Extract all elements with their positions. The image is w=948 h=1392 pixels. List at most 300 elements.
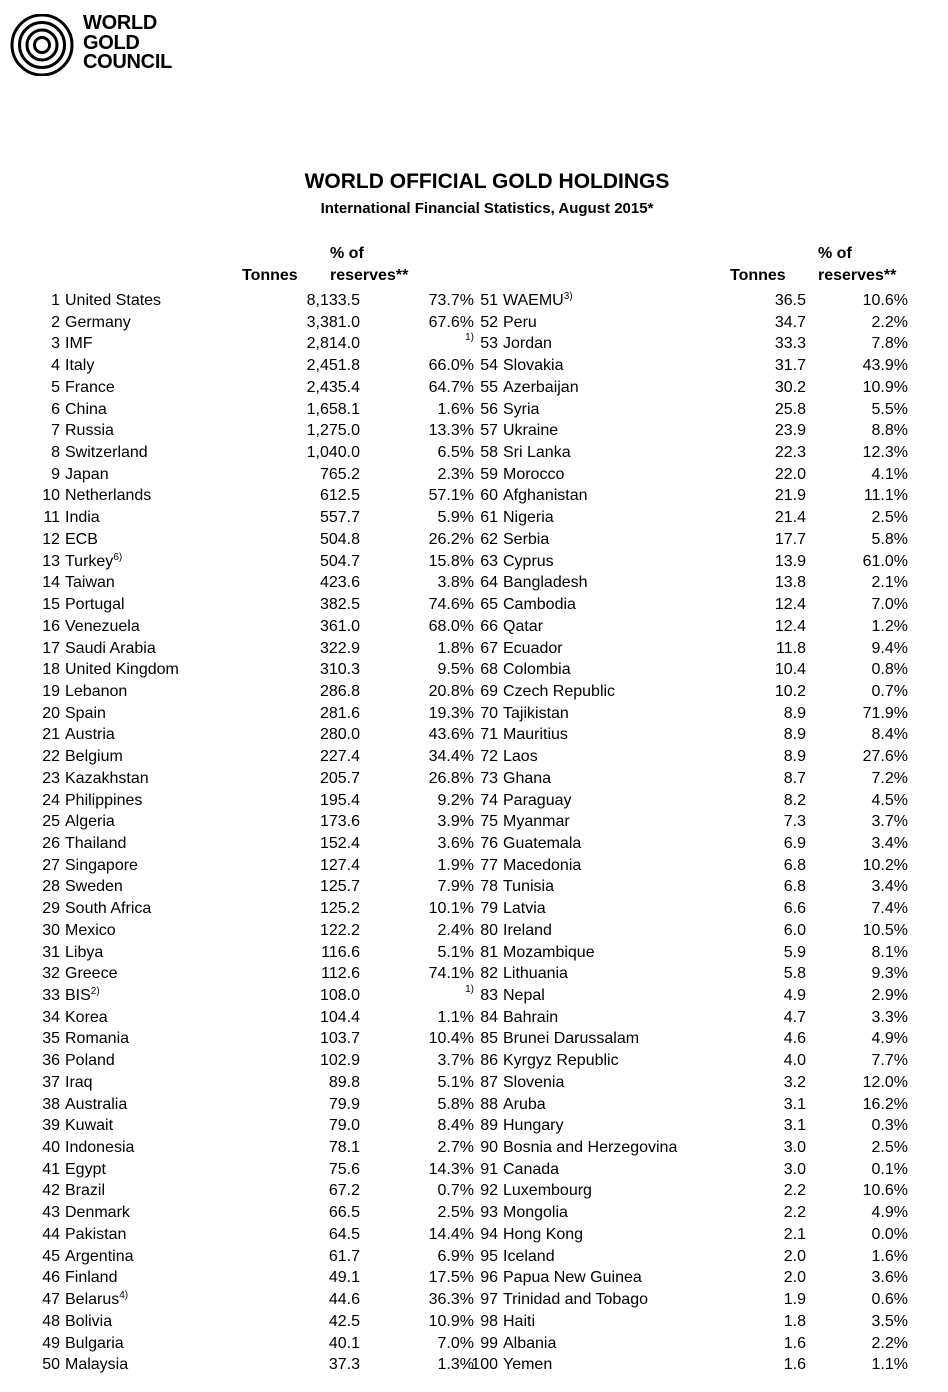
pct-value: 8.1% bbox=[871, 943, 908, 961]
pct-value: 5.8% bbox=[871, 530, 908, 548]
rank-cell: 72 bbox=[480, 748, 498, 766]
country-name: Sri Lanka bbox=[503, 444, 571, 462]
country-name: Afghanistan bbox=[503, 487, 588, 505]
country-cell bbox=[65, 876, 123, 897]
country-cell bbox=[65, 485, 151, 506]
country-cell bbox=[503, 1224, 583, 1245]
pct-value: 12.0% bbox=[862, 1073, 908, 1091]
tonnes-cell: 3.0 bbox=[783, 1139, 806, 1157]
tonnes-cell: 2.2 bbox=[783, 1182, 806, 1200]
pct-reserves-cell bbox=[368, 529, 474, 550]
country-name: Indonesia bbox=[65, 1139, 135, 1157]
country-name: Mexico bbox=[65, 921, 116, 939]
pct-value: 1.1% bbox=[437, 1008, 474, 1026]
rank-cell: 38 bbox=[42, 1095, 60, 1113]
pct-reserves-cell bbox=[368, 942, 474, 963]
country-cell bbox=[65, 1137, 134, 1158]
country-name: Nigeria bbox=[503, 509, 554, 527]
tonnes-cell: 37.3 bbox=[328, 1356, 360, 1374]
pct-reserves-cell bbox=[816, 638, 908, 659]
tonnes-cell: 127.4 bbox=[319, 856, 360, 874]
rank-cell: 75 bbox=[480, 813, 498, 831]
rank-cell: 26 bbox=[42, 834, 60, 852]
country-name: Cambodia bbox=[503, 596, 576, 614]
pct-value: 67.6% bbox=[428, 313, 474, 331]
pct-reserves-cell bbox=[368, 442, 474, 463]
country-cell bbox=[65, 594, 125, 615]
page-subtitle: International Financial Statistics, August 2015* bbox=[320, 200, 654, 217]
pct-value: 2.7% bbox=[437, 1139, 474, 1157]
pct-reserves-cell bbox=[816, 898, 908, 919]
tonnes-cell: 8.9 bbox=[783, 748, 806, 766]
pct-value: 5.8% bbox=[437, 1095, 474, 1113]
pct-reserves-cell bbox=[816, 399, 908, 420]
pct-reserves-cell bbox=[816, 703, 908, 724]
pct-reserves-cell bbox=[816, 1354, 908, 1375]
tonnes-cell: 1.9 bbox=[783, 1291, 806, 1309]
pct-value: 8.8% bbox=[871, 422, 908, 440]
country-cell bbox=[65, 1333, 124, 1354]
country-name: Papua New Guinea bbox=[503, 1269, 642, 1287]
country-name: Bangladesh bbox=[503, 574, 588, 592]
pct-value: 34.4% bbox=[428, 748, 474, 766]
rank-cell: 94 bbox=[480, 1225, 498, 1243]
country-cell bbox=[503, 507, 554, 528]
pct-value: 5.1% bbox=[437, 1073, 474, 1091]
country-name: Tajikistan bbox=[503, 704, 569, 722]
rank-cell: 98 bbox=[480, 1312, 498, 1330]
country-cell bbox=[65, 442, 148, 463]
country-name: Brazil bbox=[65, 1182, 106, 1200]
pct-value: 9.5% bbox=[437, 661, 474, 679]
pct-value: 26.2% bbox=[428, 530, 474, 548]
tonnes-cell: 557.7 bbox=[319, 509, 360, 527]
country-cell bbox=[503, 768, 551, 789]
rank-cell: 44 bbox=[42, 1225, 60, 1243]
pct-reserves-cell bbox=[816, 1115, 908, 1136]
pct-reserves-cell bbox=[368, 1072, 474, 1093]
pct-reserves-cell bbox=[368, 659, 474, 680]
country-name: Serbia bbox=[503, 530, 550, 548]
tonnes-cell: 152.4 bbox=[319, 834, 360, 852]
rank-cell: 88 bbox=[480, 1095, 498, 1113]
pct-reserves-cell bbox=[816, 876, 908, 897]
tonnes-cell: 22.3 bbox=[774, 444, 806, 462]
page-title: WORLD OFFICIAL GOLD HOLDINGS bbox=[304, 170, 670, 193]
country-cell bbox=[65, 1224, 126, 1245]
pct-reserves-cell bbox=[368, 833, 474, 854]
tonnes-cell: 4.6 bbox=[783, 1030, 806, 1048]
rank-cell: 2 bbox=[51, 313, 60, 331]
tonnes-cell: 17.7 bbox=[774, 530, 806, 548]
country-name: Mozambique bbox=[503, 943, 595, 961]
rank-cell: 64 bbox=[480, 574, 498, 592]
country-cell bbox=[503, 638, 563, 659]
pct-value: 9.4% bbox=[871, 639, 908, 657]
pct-value: 1.6% bbox=[871, 1247, 908, 1265]
pct-reserves-cell bbox=[368, 485, 474, 506]
right-tonnes-header: Tonnes bbox=[730, 267, 786, 284]
country-cell bbox=[503, 529, 549, 550]
country-cell bbox=[65, 1246, 134, 1267]
pct-value: 4.1% bbox=[871, 465, 908, 483]
rank-cell: 80 bbox=[480, 921, 498, 939]
pct-value: 3.7% bbox=[437, 1052, 474, 1070]
tonnes-cell: 40.1 bbox=[328, 1334, 360, 1352]
country-name: South Africa bbox=[65, 900, 152, 918]
pct-reserves-cell bbox=[816, 1267, 908, 1288]
rank-cell: 60 bbox=[480, 487, 498, 505]
country-name: Bosnia and Herzegovina bbox=[503, 1139, 678, 1157]
tonnes-cell: 3,381.0 bbox=[306, 313, 360, 331]
pct-reserves-cell bbox=[368, 1159, 474, 1180]
rank-cell: 57 bbox=[480, 422, 498, 440]
pct-reserves-cell bbox=[816, 942, 908, 963]
country-name: Libya bbox=[65, 943, 104, 961]
pct-reserves-cell bbox=[816, 1224, 908, 1245]
pct-reserves-cell bbox=[816, 855, 908, 876]
pct-reserves-cell bbox=[368, 898, 474, 919]
right-pct-header-line2: reserves** bbox=[818, 267, 897, 284]
pct-value: 0.8% bbox=[871, 661, 908, 679]
pct-reserves-cell bbox=[816, 920, 908, 941]
pct-reserves-cell bbox=[368, 1354, 474, 1375]
country-cell bbox=[503, 1050, 619, 1071]
pct-value: 9.3% bbox=[871, 965, 908, 983]
rank-cell: 97 bbox=[480, 1291, 498, 1309]
country-cell bbox=[503, 1159, 559, 1180]
tonnes-cell: 2,814.0 bbox=[306, 335, 360, 353]
tonnes-cell: 5.8 bbox=[783, 965, 806, 983]
pct-value: 68.0% bbox=[428, 617, 474, 635]
pct-reserves-cell bbox=[816, 333, 908, 354]
pct-value: 36.3% bbox=[428, 1291, 474, 1309]
country-name: WAEMU bbox=[503, 292, 564, 309]
rank-cell: 11 bbox=[43, 509, 60, 527]
tonnes-cell: 67.2 bbox=[328, 1182, 360, 1200]
tonnes-cell: 116.6 bbox=[321, 943, 360, 961]
footnote-marker: 3) bbox=[563, 291, 573, 302]
country-cell bbox=[65, 1050, 115, 1071]
pct-reserves-cell bbox=[368, 638, 474, 659]
country-name: Iraq bbox=[65, 1073, 93, 1091]
country-name: Guatemala bbox=[503, 834, 582, 852]
rank-cell: 56 bbox=[480, 400, 498, 418]
pct-value: 19.3% bbox=[428, 704, 474, 722]
pct-reserves-cell bbox=[368, 876, 474, 897]
rank-cell: 76 bbox=[480, 834, 498, 852]
pct-value: 43.6% bbox=[428, 726, 474, 744]
country-cell bbox=[65, 529, 98, 550]
country-cell bbox=[503, 290, 573, 311]
rank-cell: 93 bbox=[480, 1204, 498, 1222]
country-cell bbox=[503, 377, 579, 398]
tonnes-cell: 765.2 bbox=[319, 465, 360, 483]
pct-value: 2.5% bbox=[437, 1204, 474, 1222]
country-name: Philippines bbox=[65, 791, 143, 809]
country-name: Bolivia bbox=[65, 1312, 113, 1330]
pct-value: 3.6% bbox=[871, 1269, 908, 1287]
tonnes-cell: 10.4 bbox=[774, 661, 806, 679]
country-cell bbox=[65, 1028, 129, 1049]
country-name: Ireland bbox=[503, 921, 552, 939]
tonnes-cell: 79.9 bbox=[328, 1095, 360, 1113]
country-name: Slovenia bbox=[503, 1073, 565, 1091]
tonnes-cell: 13.8 bbox=[774, 574, 806, 592]
pct-value: 1.3% bbox=[437, 1356, 474, 1374]
pct-reserves-cell bbox=[368, 572, 474, 593]
rank-cell: 99 bbox=[480, 1334, 498, 1352]
country-cell bbox=[503, 1072, 564, 1093]
rank-cell: 92 bbox=[480, 1182, 498, 1200]
pct-reserves-cell bbox=[816, 811, 908, 832]
pct-reserves-cell bbox=[368, 290, 474, 311]
pct-value: 12.3% bbox=[862, 444, 908, 462]
rank-cell: 35 bbox=[42, 1030, 60, 1048]
country-name: Nepal bbox=[503, 987, 545, 1004]
country-name: Saudi Arabia bbox=[65, 639, 156, 657]
country-name: Iceland bbox=[503, 1247, 555, 1265]
pct-value: 74.6% bbox=[428, 596, 474, 614]
tonnes-cell: 21.4 bbox=[774, 509, 806, 527]
country-cell bbox=[503, 1267, 642, 1288]
country-name: BIS bbox=[65, 987, 91, 1004]
tonnes-cell: 36.5 bbox=[774, 292, 806, 309]
left-tonnes-header: Tonnes bbox=[242, 267, 298, 284]
rank-cell: 77 bbox=[480, 856, 498, 874]
country-name: Mongolia bbox=[503, 1204, 568, 1222]
pct-reserves-cell bbox=[816, 1072, 908, 1093]
pct-reserves-cell bbox=[368, 724, 474, 745]
pct-value: 7.8% bbox=[871, 335, 908, 353]
pct-value: 1.9% bbox=[437, 856, 474, 874]
tonnes-cell: 2,451.8 bbox=[306, 357, 360, 375]
country-name: Pakistan bbox=[65, 1225, 127, 1243]
world-gold-council-logo bbox=[10, 14, 200, 76]
tonnes-cell: 8.7 bbox=[783, 769, 806, 787]
rank-cell: 42 bbox=[42, 1182, 60, 1200]
rank-cell: 70 bbox=[480, 704, 498, 722]
pct-value: 43.9% bbox=[862, 357, 908, 375]
rank-cell: 83 bbox=[480, 987, 498, 1004]
tonnes-cell: 8.9 bbox=[783, 726, 806, 744]
pct-value: 17.5% bbox=[428, 1269, 474, 1287]
pct-reserves-cell bbox=[816, 1159, 908, 1180]
pct-reserves-cell bbox=[368, 1115, 474, 1136]
country-name: Bahrain bbox=[503, 1008, 559, 1026]
country-cell bbox=[503, 312, 537, 333]
pct-reserves-cell bbox=[368, 768, 474, 789]
tonnes-cell: 108.0 bbox=[319, 987, 360, 1004]
pct-reserves-cell bbox=[368, 464, 474, 485]
rank-cell: 18 bbox=[42, 661, 60, 679]
pct-reserves-cell bbox=[368, 1007, 474, 1028]
logo-line-3: COUNCIL bbox=[83, 51, 173, 73]
country-name: Slovakia bbox=[503, 357, 564, 375]
pct-reserves-cell bbox=[816, 442, 908, 463]
country-cell bbox=[503, 985, 545, 1006]
pct-reserves-cell bbox=[368, 1028, 474, 1049]
rank-cell: 39 bbox=[42, 1117, 60, 1135]
pct-value: 0.7% bbox=[871, 682, 908, 700]
country-name: Kazakhstan bbox=[65, 769, 149, 787]
tonnes-cell: 286.8 bbox=[319, 682, 360, 700]
rank-cell: 81 bbox=[480, 943, 498, 961]
pct-value: 64.7% bbox=[428, 378, 474, 396]
country-cell bbox=[503, 1311, 535, 1332]
country-name: Hong Kong bbox=[503, 1225, 584, 1243]
pct-value: 10.5% bbox=[862, 921, 908, 939]
pct-reserves-cell bbox=[816, 1202, 908, 1223]
country-name: Belgium bbox=[65, 748, 123, 766]
left-pct-header-line1: % of bbox=[330, 245, 364, 262]
rank-cell: 37 bbox=[42, 1073, 60, 1091]
pct-reserves-cell bbox=[816, 464, 908, 485]
country-cell bbox=[65, 898, 151, 919]
rank-cell: 59 bbox=[480, 465, 498, 483]
tonnes-cell: 30.2 bbox=[774, 378, 806, 396]
rank-cell: 30 bbox=[42, 921, 60, 939]
pct-reserves-cell bbox=[368, 1267, 474, 1288]
tonnes-cell: 6.0 bbox=[783, 921, 806, 939]
rank-cell: 40 bbox=[42, 1139, 60, 1157]
tonnes-cell: 23.9 bbox=[774, 422, 806, 440]
rank-cell: 79 bbox=[480, 900, 498, 918]
country-cell bbox=[503, 724, 568, 745]
pct-value: 7.7% bbox=[871, 1052, 908, 1070]
rank-cell: 6 bbox=[51, 400, 60, 418]
country-cell bbox=[503, 1180, 592, 1201]
pct-value: 3.3% bbox=[871, 1008, 908, 1026]
pct-value: 2.5% bbox=[871, 1139, 908, 1157]
rank-cell: 21 bbox=[42, 726, 60, 744]
pct-value: 27.6% bbox=[862, 748, 908, 766]
pct-value: 2.9% bbox=[871, 987, 908, 1004]
country-cell bbox=[65, 399, 107, 420]
pct-value: 5.1% bbox=[437, 943, 474, 961]
country-name: Trinidad and Tobago bbox=[503, 1291, 648, 1309]
tonnes-cell: 8.9 bbox=[783, 704, 806, 722]
pct-reserves-cell bbox=[368, 377, 474, 398]
country-cell bbox=[65, 464, 109, 485]
pct-value: 7.0% bbox=[437, 1334, 474, 1352]
tonnes-cell: 33.3 bbox=[774, 335, 806, 353]
pct-value: 15.8% bbox=[428, 552, 474, 570]
pct-value: 7.9% bbox=[437, 878, 474, 896]
pct-reserves-cell bbox=[368, 681, 474, 702]
concentric-rings-icon bbox=[10, 14, 76, 76]
pct-value: 1.2% bbox=[871, 617, 908, 635]
pct-reserves-cell bbox=[816, 1137, 908, 1158]
country-name: Singapore bbox=[65, 856, 138, 874]
pct-reserves-cell bbox=[816, 746, 908, 767]
tonnes-cell: 280.0 bbox=[319, 726, 360, 744]
country-cell bbox=[503, 355, 563, 376]
tonnes-cell: 11.8 bbox=[776, 639, 806, 657]
pct-reserves-cell bbox=[368, 790, 474, 811]
logo-line-2: GOLD bbox=[83, 31, 140, 54]
pct-reserves-cell bbox=[368, 507, 474, 528]
country-name: Italy bbox=[65, 357, 95, 375]
country-name: Austria bbox=[65, 726, 115, 744]
country-name: Hungary bbox=[503, 1117, 564, 1135]
country-cell bbox=[65, 746, 123, 767]
country-cell bbox=[65, 572, 115, 593]
country-name: Colombia bbox=[503, 661, 571, 679]
pct-reserves-cell bbox=[816, 1246, 908, 1267]
rank-cell: 54 bbox=[480, 357, 498, 375]
country-name: Peru bbox=[503, 313, 537, 331]
tonnes-cell: 6.8 bbox=[783, 878, 806, 896]
rank-cell: 9 bbox=[51, 465, 60, 483]
country-cell bbox=[65, 659, 179, 680]
rank-cell: 14 bbox=[42, 574, 60, 592]
rank-cell: 27 bbox=[42, 856, 60, 874]
country-cell bbox=[65, 312, 131, 333]
rank-cell: 82 bbox=[480, 965, 498, 983]
pct-value: 10.2% bbox=[862, 856, 908, 874]
tonnes-cell: 4.0 bbox=[783, 1052, 806, 1070]
country-name: Bulgaria bbox=[65, 1334, 124, 1352]
pct-reserves-cell bbox=[368, 811, 474, 832]
pct-value: 6.5% bbox=[437, 444, 474, 462]
rank-cell: 5 bbox=[51, 378, 60, 396]
pct-value: 6.9% bbox=[437, 1247, 474, 1265]
rank-cell: 29 bbox=[42, 900, 60, 918]
country-cell bbox=[65, 1180, 105, 1201]
pct-reserves-cell bbox=[368, 1202, 474, 1223]
pct-value: 2.4% bbox=[437, 921, 474, 939]
country-cell bbox=[65, 1267, 117, 1288]
pct-reserves-cell bbox=[368, 1094, 474, 1115]
pct-value: 3.4% bbox=[871, 834, 908, 852]
pct-value: 71.9% bbox=[862, 704, 908, 722]
country-cell bbox=[65, 920, 116, 941]
country-name: Tunisia bbox=[503, 878, 554, 896]
pct-value: 57.1% bbox=[428, 487, 474, 505]
country-name: Lebanon bbox=[65, 682, 128, 700]
country-cell bbox=[503, 898, 546, 919]
country-cell bbox=[503, 572, 588, 593]
pct-value: 11.1% bbox=[863, 487, 908, 505]
country-cell bbox=[65, 1115, 113, 1136]
tonnes-cell: 2.0 bbox=[783, 1247, 806, 1265]
pct-reserves-cell bbox=[368, 1224, 474, 1245]
tonnes-cell: 125.2 bbox=[319, 900, 360, 918]
country-name: Azerbaijan bbox=[503, 378, 579, 396]
country-cell bbox=[65, 1007, 108, 1028]
tonnes-cell: 612.5 bbox=[319, 487, 360, 505]
country-name: Finland bbox=[65, 1269, 118, 1287]
country-name: Taiwan bbox=[65, 574, 115, 592]
right-pct-header-line1: % of bbox=[818, 245, 852, 262]
country-cell bbox=[503, 855, 581, 876]
pct-value: 3.9% bbox=[437, 813, 474, 831]
pct-value: 10.1% bbox=[428, 900, 474, 918]
country-name: Portugal bbox=[65, 596, 125, 614]
tonnes-cell: 1,658.1 bbox=[306, 400, 360, 418]
country-cell bbox=[65, 616, 140, 637]
pct-reserves-cell bbox=[368, 312, 474, 333]
pct-reserves-cell bbox=[368, 551, 474, 572]
country-cell bbox=[503, 920, 552, 941]
country-name: Germany bbox=[65, 313, 131, 331]
tonnes-cell: 281.6 bbox=[319, 704, 360, 722]
rank-cell: 65 bbox=[480, 596, 498, 614]
rank-cell: 84 bbox=[480, 1008, 498, 1026]
pct-reserves-cell bbox=[816, 985, 908, 1006]
pct-value: 73.7% bbox=[428, 292, 474, 309]
